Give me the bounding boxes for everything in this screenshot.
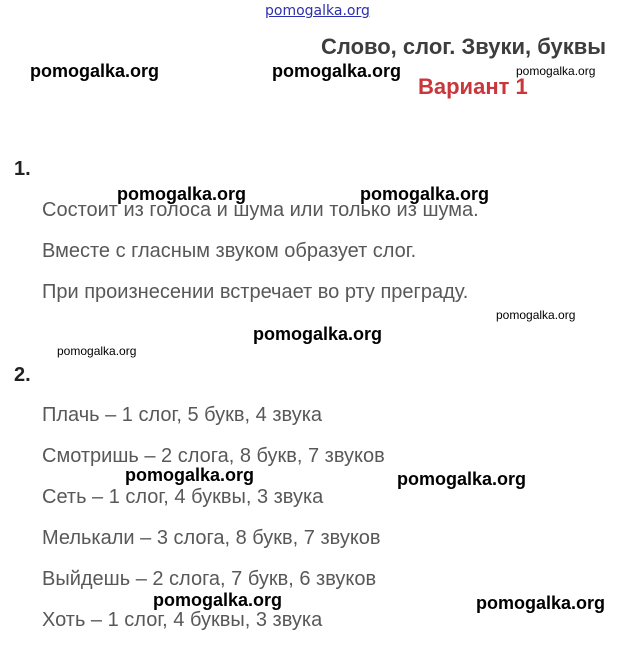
task-2-line: Выйдешь – 2 слога, 7 букв, 6 звуков — [42, 568, 377, 590]
watermark: pomogalka.org — [117, 184, 247, 204]
watermark: pomogalka.org — [476, 593, 606, 613]
watermark: pomogalka.org — [30, 61, 160, 81]
watermark: pomogalka.org — [516, 64, 596, 78]
task-2-line: Плачь – 1 слог, 5 букв, 4 звука — [42, 404, 322, 426]
page-title: Слово, слог. Звуки, буквы — [321, 34, 607, 59]
watermark: pomogalka.org — [253, 324, 383, 344]
watermark: pomogalka.org — [153, 590, 283, 610]
watermark: pomogalka.org — [397, 469, 527, 489]
watermark: pomogalka.org — [125, 465, 255, 485]
task-1-line: Состоит из голоса и шума или только из шума. — [42, 199, 479, 221]
task-2-line: Мелькали – 3 слога, 8 букв, 7 звуков — [42, 527, 381, 549]
task-1-number: 1. — [14, 158, 31, 180]
variant-label: Вариант 1 — [418, 74, 528, 99]
task-1-line: При произнесении встречает во рту преграду. — [42, 281, 469, 303]
watermark: pomogalka.org — [496, 308, 576, 322]
watermark: pomogalka.org — [272, 61, 402, 81]
watermark: pomogalka.org — [57, 344, 137, 358]
watermark: pomogalka.org — [360, 184, 490, 204]
task-1-line: Вместе с гласным звуком образует слог. — [42, 240, 417, 262]
task-2-line: Сеть – 1 слог, 4 буквы, 3 звука — [42, 486, 324, 508]
task-2-line: Хоть – 1 слог, 4 буквы, 3 звука — [42, 609, 323, 631]
top-watermark-link[interactable]: pomogalka.org — [265, 3, 370, 19]
task-2-number: 2. — [14, 364, 31, 386]
task-2-line: Смотришь – 2 слога, 8 букв, 7 звуков — [42, 445, 385, 467]
